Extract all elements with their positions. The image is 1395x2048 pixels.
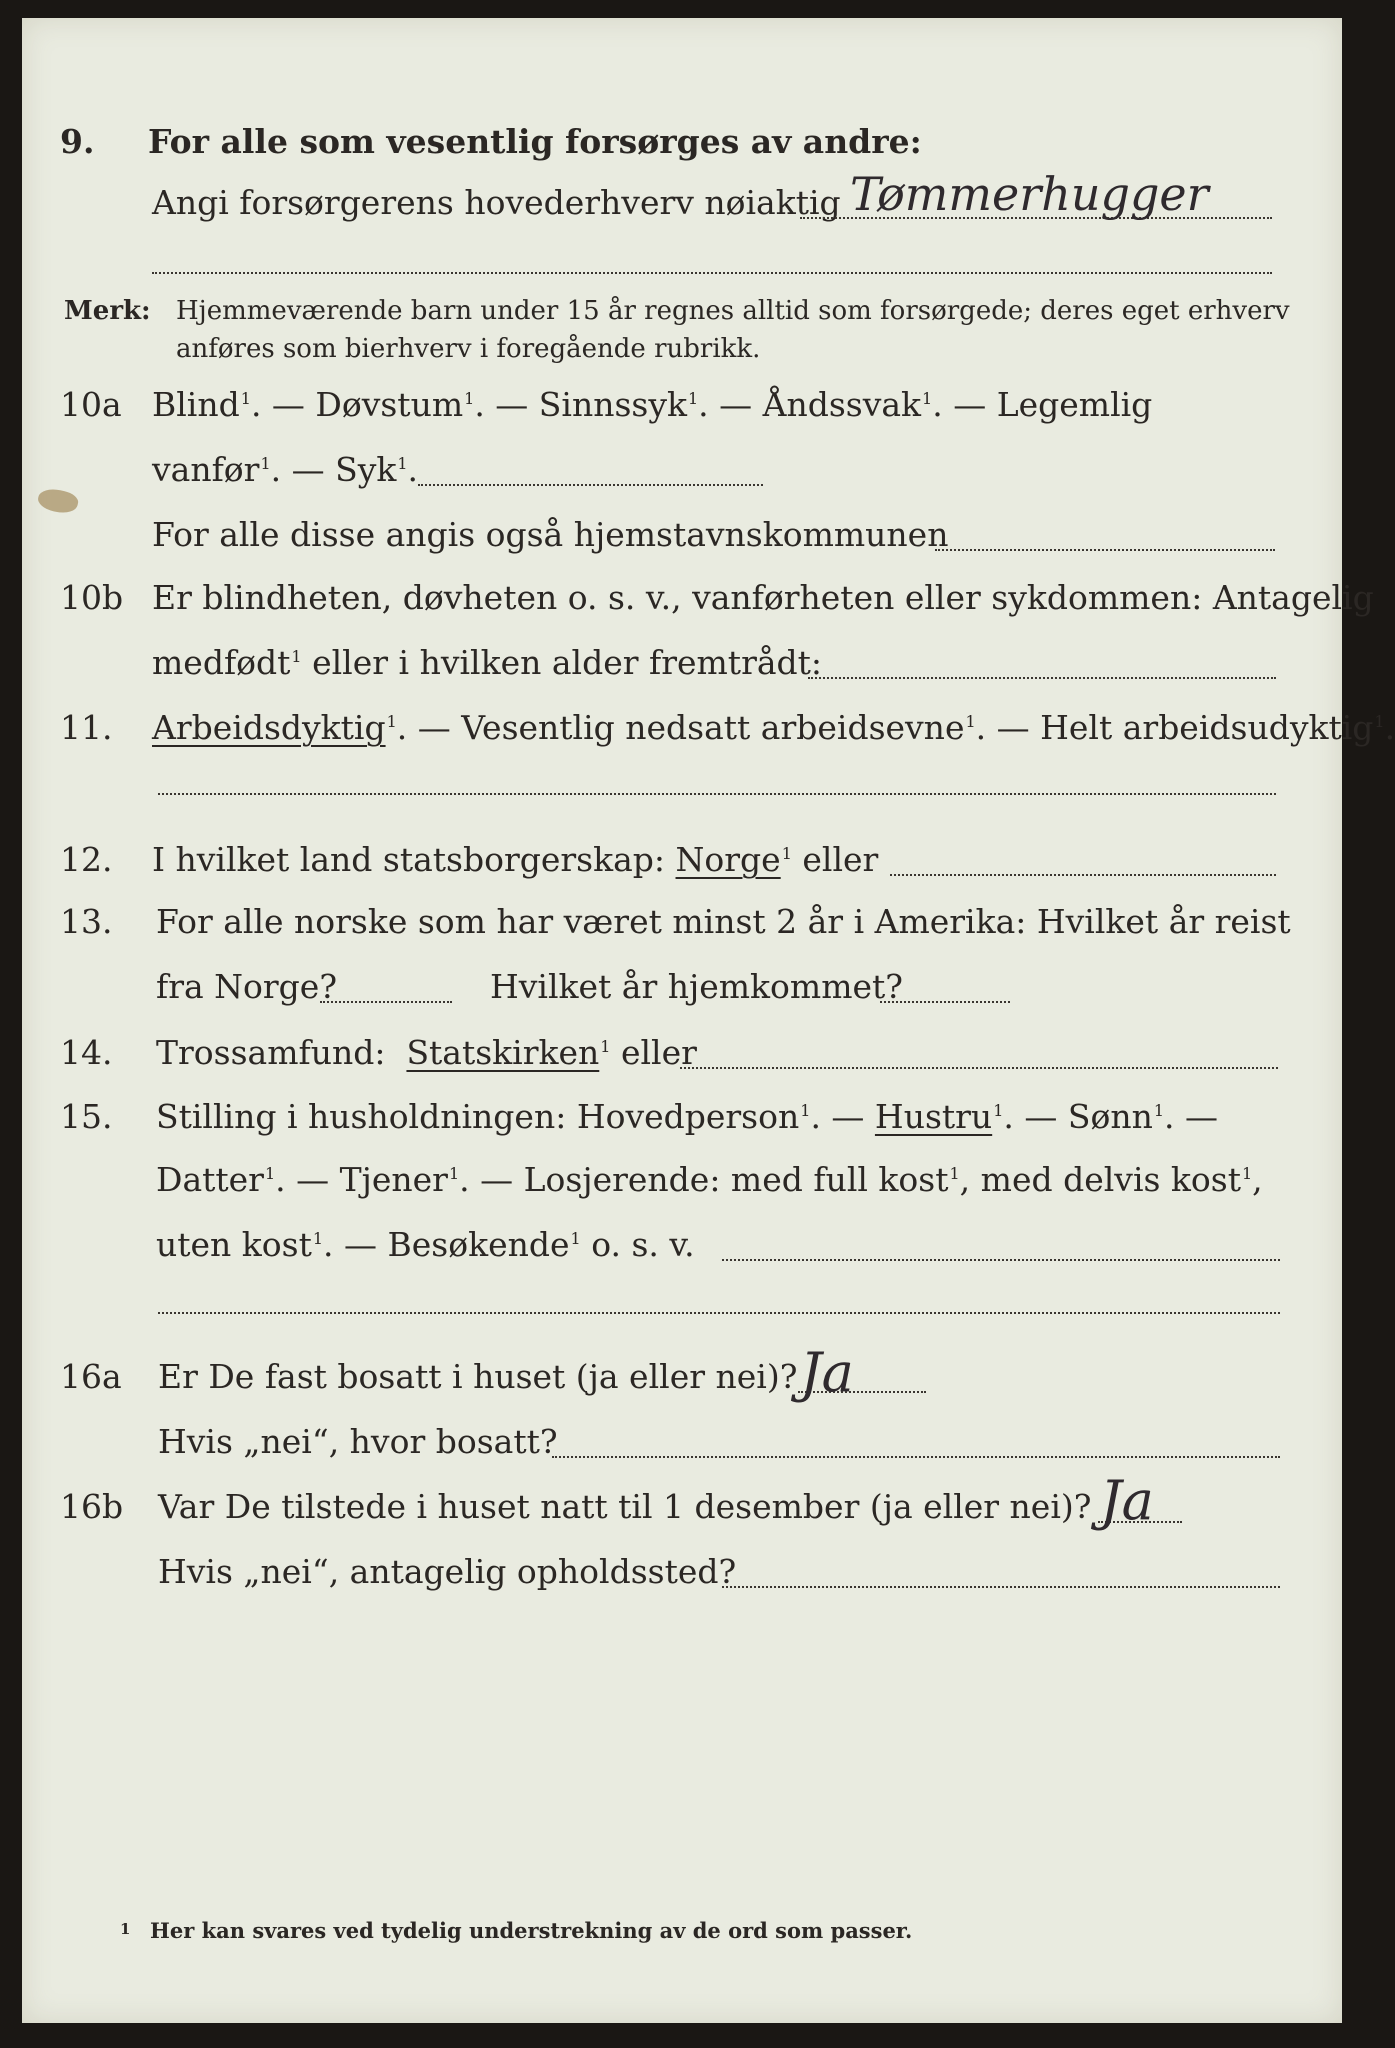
q14-answer-line (680, 1067, 1278, 1069)
q16b-followup-line (722, 1586, 1280, 1588)
q15-line-1: Stilling i husholdningen: Hovedperson$^1$. — Hustru$^1$. — Sønn$^1$. — (156, 1097, 1218, 1136)
q12-text: I hvilket land statsborgerskap: Norge$^1$ eller (152, 840, 879, 879)
q16a-followup: Hvis „nei“, hvor bosatt? (158, 1422, 558, 1461)
merk-label: Merk: (64, 296, 151, 326)
q14-number: 14. (60, 1033, 113, 1072)
q10a-answer-line (418, 484, 763, 486)
q16a-followup-line (552, 1456, 1280, 1458)
q13-left-line (320, 1001, 452, 1003)
q16a-prompt: Er De fast bosatt i huset (ja eller nei)? (158, 1357, 798, 1396)
q10b-line-1: Er blindheten, døvheten o. s. v., vanførheten eller sykdommen: Antagelig (152, 578, 1374, 617)
q12-underlined-choice: Norge (675, 840, 781, 879)
q10a-number: 10a (60, 385, 122, 424)
footnote-mark: 1 (120, 1920, 131, 1938)
q9-prompt: Angi forsørgerens hovederhverv nøiaktig (152, 183, 841, 222)
q10a-options: Blind$^1$. — Døvstum$^1$. — Sinnssyk$^1$. — Åndssvak$^1$. — Legemlig (152, 385, 1153, 424)
q10b-answer-line (808, 677, 1276, 679)
q14-text: Trossamfund: Statskirken$^1$ eller (156, 1033, 697, 1072)
q10b-number: 10b (60, 578, 124, 617)
q15-number: 15. (60, 1097, 113, 1136)
q16b-number: 16b (60, 1487, 124, 1526)
q11-underlined-choice: Arbeidsdyktig (152, 708, 386, 747)
q12-answer-line (890, 874, 1276, 876)
q9-extra-line (152, 272, 1272, 274)
q15-line-2: Datter$^1$. — Tjener$^1$. — Losjerende: med full kost$^1$, med delvis kost$^1$, (156, 1160, 1263, 1199)
q10a-home-prompt: For alle disse angis også hjemstavnskommunen (152, 515, 949, 554)
q10b-line-2: medfødt$^1$ eller i hvilken alder fremtrådt: (152, 643, 823, 682)
q9-handwritten-answer: Tømmerhugger (850, 167, 1209, 221)
q15-underlined-choice: Hustru (874, 1097, 993, 1136)
q9-number: 9. (60, 122, 95, 161)
q15-line-3: uten kost$^1$. — Besøkende$^1$ o. s. v. (156, 1225, 695, 1264)
q14-underlined-choice: Statskirken (406, 1033, 600, 1072)
merk-line-2: anføres som bierhverv i foregående rubrikk. (176, 334, 761, 364)
q15-answer-line (722, 1259, 1280, 1261)
q13-right-line (880, 1001, 1010, 1003)
footnote-text: Her kan svares ved tydelig understrekning av de ord som passer. (150, 1918, 913, 1943)
merk-line-1: Hjemmeværende barn under 15 år regnes alltid som forsørgede; deres eget erhverv (176, 296, 1290, 326)
q16a-handwritten-answer: Ja (800, 1341, 854, 1404)
q16a-number: 16a (60, 1357, 122, 1396)
q10a-home-line (935, 549, 1275, 551)
q16b-handwritten-answer: Ja (1100, 1469, 1154, 1532)
q13-left-prompt: fra Norge? (156, 967, 338, 1006)
q13-line-1: For alle norske som har været minst 2 år i Amerika: Hvilket år reist (156, 902, 1291, 941)
q12-number: 12. (60, 840, 113, 879)
q11-number: 11. (60, 708, 113, 747)
q10a-options-2: vanfør$^1$. — Syk$^1$. (152, 450, 419, 489)
q16b-followup: Hvis „nei“, antagelig opholdssted? (158, 1552, 737, 1591)
q15-extra-line (158, 1312, 1280, 1314)
q13-right-prompt: Hvilket år hjemkommet? (490, 967, 903, 1006)
q16b-prompt: Var De tilstede i huset natt til 1 desember (ja eller nei)? (158, 1487, 1092, 1526)
q11-extra-line (158, 793, 1276, 795)
q9-title: For alle som vesentlig forsørges av andre: (148, 122, 922, 161)
q13-number: 13. (60, 902, 113, 941)
q11-options: Arbeidsdyktig$^1$. — Vesentlig nedsatt arbeidsevne$^1$. — Helt arbeidsudyktig$^1$. (152, 708, 1395, 747)
